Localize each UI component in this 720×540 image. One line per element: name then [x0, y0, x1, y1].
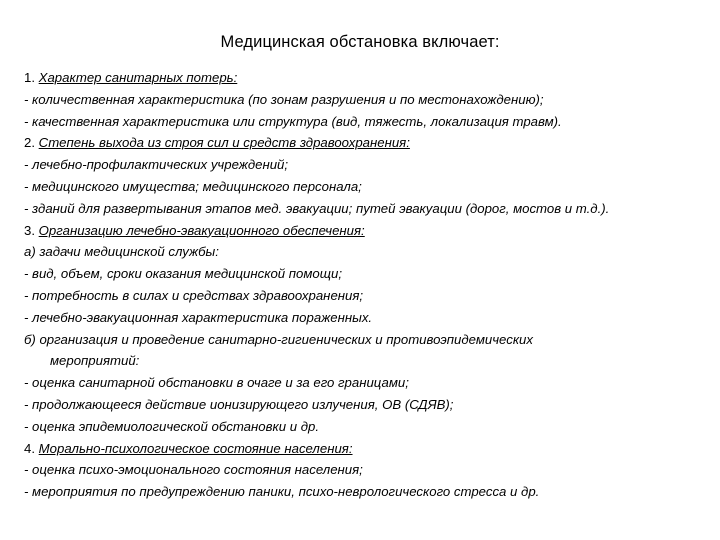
- section-heading-moral-state: 4. Морально-психологическое состояние населения:: [24, 440, 353, 456]
- list-item: - зданий для развертывания этапов мед. эвакуации; путей эвакуации (дорог, мостов и т.д.).: [24, 200, 610, 216]
- section-heading-health-resources: 2. Степень выхода из строя сил и средств здравоохранения:: [24, 135, 410, 151]
- list-item: - лечебно-профилактических учреждений;: [24, 157, 289, 173]
- list-item: - лечебно-эвакуационная характеристика пораженных.: [24, 309, 373, 325]
- list-item: - оценка санитарной обстановки в очаге и за его границами;: [24, 375, 409, 391]
- list-item: - продолжающееся действие ионизирующего излучения, ОВ (СДЯВ);: [24, 396, 454, 412]
- subsection-heading: а) задачи медицинской службы:: [24, 244, 219, 260]
- list-item: - оценка психо-эмоционального состояния населения;: [24, 462, 363, 478]
- list-item: - вид, объем, сроки оказания медицинской помощи;: [24, 266, 342, 282]
- list-item: - мероприятия по предупреждению паники, психо-неврологического стресса и др.: [24, 484, 540, 500]
- list-item: - количественная характеристика (по зонам разрушения и по местонахождению);: [24, 91, 544, 107]
- section-heading-sanitary-losses: 1. Характер санитарных потерь:: [24, 70, 238, 85]
- section-heading-evacuation-support: 3. Организацию лечебно-эвакуационного обеспечения:: [24, 222, 365, 238]
- list-item: - потребность в силах и средствах здравоохранения;: [24, 287, 364, 303]
- subsection-heading: б) организация и проведение санитарно-гигиенических и противоэпидемических: [24, 331, 533, 347]
- subsection-heading-continuation: мероприятий:: [50, 353, 140, 369]
- list-item: - качественная характеристика или структура (вид, тяжесть, локализация травм).: [24, 113, 562, 129]
- list-item: - медицинского имущества; медицинского персонала;: [24, 178, 362, 194]
- slide-title: Медицинская обстановка включает:: [220, 33, 500, 51]
- list-item: - оценка эпидемиологической обстановки и др.: [24, 418, 319, 434]
- slide-body: [24, 67, 714, 503]
